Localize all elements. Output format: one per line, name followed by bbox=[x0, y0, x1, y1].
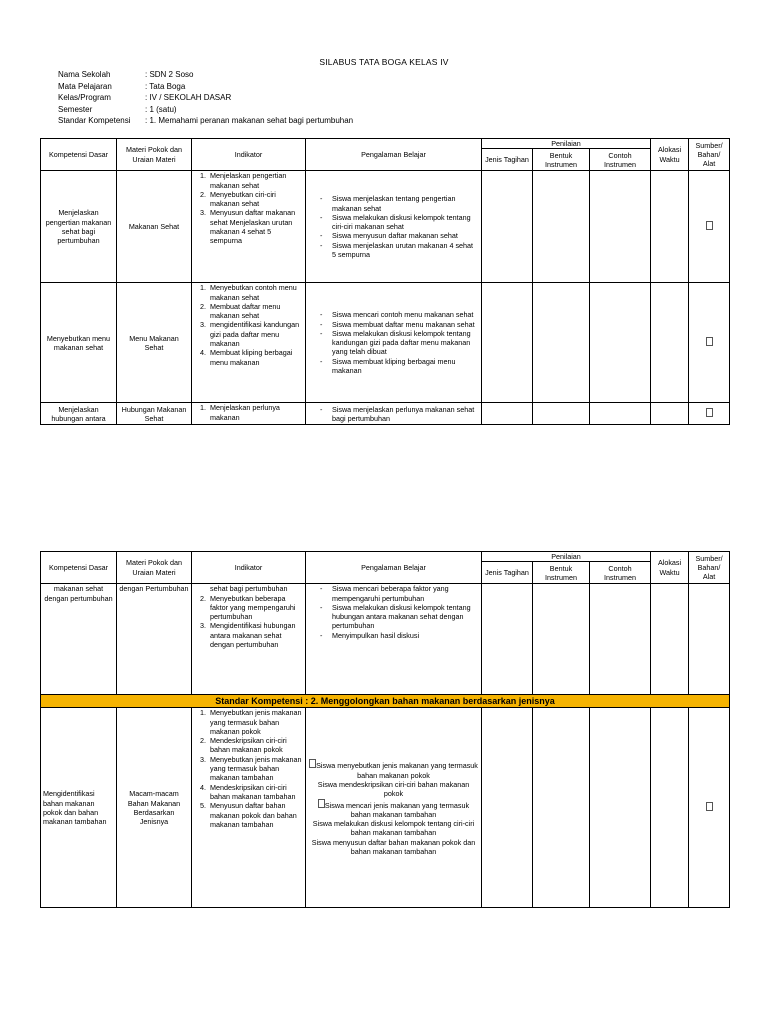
header-materi: Materi Pokok dan Uraian Materi bbox=[117, 552, 192, 584]
list-item: 3. Menyebutkan jenis makanan yang termasuk bahan makanan tambahan bbox=[208, 755, 303, 783]
cell-sumber bbox=[689, 171, 730, 283]
cell-contoh bbox=[590, 708, 651, 908]
cell-indikator bbox=[192, 584, 306, 695]
cell-bentuk bbox=[533, 708, 590, 908]
missing-glyph-icon bbox=[706, 802, 713, 811]
meta-row bbox=[58, 92, 353, 104]
cell-alokasi bbox=[651, 584, 689, 695]
cell-kd: Menjelaskan pengertian makanan sehat bagi pertumbuhan bbox=[41, 171, 117, 283]
meta-row bbox=[58, 81, 353, 93]
cell-sumber bbox=[689, 584, 730, 695]
table-row bbox=[41, 708, 730, 908]
header-pengalaman: Pengalaman Belajar bbox=[306, 139, 482, 171]
list-item: - Siswa menyusun daftar makanan sehat bbox=[322, 231, 479, 240]
cell-sumber bbox=[689, 403, 730, 425]
cell-kd: Menjelaskan hubungan antara bbox=[41, 403, 117, 425]
meta-value: : 1. Memahami peranan makanan sehat bagi pertumbuhan bbox=[145, 116, 354, 126]
list-item: - Siswa menjelaskan urutan makanan 4 sehat 5 sempurna bbox=[322, 241, 479, 260]
header-kd: Kompetensi Dasar bbox=[41, 552, 117, 584]
cell-alokasi bbox=[651, 708, 689, 908]
meta-value: : Tata Boga bbox=[145, 81, 186, 91]
list-item: - Siswa menjelaskan perlunya makanan sehat bagi pertumbuhan bbox=[322, 405, 479, 424]
meta-label: Mata Pelajaran bbox=[58, 81, 112, 91]
meta-row bbox=[58, 69, 353, 81]
cell-pengalaman bbox=[306, 403, 482, 425]
list-item: 3. mengidentifikasi kandungan gizi pada daftar menu makanan bbox=[208, 320, 303, 348]
header-sumber: Sumber/ Bahan/ Alat bbox=[689, 139, 730, 171]
cell-contoh bbox=[590, 403, 651, 425]
header-bentuk: Bentuk Instrumen bbox=[533, 149, 590, 171]
list-item: - Siswa melakukan diskusi kelompok tentang kandungan gizi pada daftar menu makanan yang telah dibuat bbox=[322, 329, 479, 357]
cell-indikator bbox=[192, 708, 306, 908]
header-jenis: Jenis Tagihan bbox=[482, 562, 533, 584]
list-item: - Menyimpulkan hasil diskusi bbox=[322, 631, 479, 640]
cell-contoh bbox=[590, 283, 651, 403]
list-item: - Siswa melakukan diskusi kelompok tentang hubungan antara makanan sehat dengan pertumbuhan bbox=[322, 603, 479, 631]
header-penilaian: Penilaian bbox=[482, 139, 651, 149]
list-item: 3. Menyusun daftar makanan sehat Menjelaskan urutan makanan 4 sehat 5 sempurna bbox=[208, 208, 303, 245]
cell-contoh bbox=[590, 584, 651, 695]
list-item: - Siswa mencari contoh menu makanan sehat bbox=[322, 310, 479, 319]
meta-label: Kelas/Program bbox=[58, 93, 111, 103]
cell-materi: Macam-macam Bahan Makanan Berdasarkan Jenisnya bbox=[117, 708, 192, 908]
list-item: 1. Menyebutkan jenis makanan yang termasuk bahan makanan pokok bbox=[208, 708, 303, 736]
list-item: - Siswa membuat daftar menu makanan sehat bbox=[322, 320, 479, 329]
table-row bbox=[41, 171, 730, 283]
cell-sumber bbox=[689, 283, 730, 403]
syllabus-table-1 bbox=[40, 138, 730, 425]
document-title: SILABUS TATA BOGA KELAS IV bbox=[319, 57, 449, 67]
table-row bbox=[41, 403, 730, 425]
list-item: - Siswa melakukan diskusi kelompok tentang ciri-ciri makanan sehat bbox=[322, 213, 479, 232]
pengalaman-item: Siswa mendeskripsikan ciri-ciri bahan makanan pokok bbox=[317, 779, 470, 799]
cell-pengalaman bbox=[306, 708, 482, 908]
header-contoh: Contoh Instrumen bbox=[590, 149, 651, 171]
list-item: 2. Membuat daftar menu makanan sehat bbox=[208, 302, 303, 321]
meta-label: Nama Sekolah bbox=[58, 70, 111, 79]
cell-pengalaman bbox=[306, 171, 482, 283]
missing-glyph-icon bbox=[318, 799, 325, 808]
missing-glyph-icon bbox=[706, 337, 713, 346]
cell-indikator bbox=[192, 403, 306, 425]
cell-bentuk bbox=[533, 171, 590, 283]
header-bentuk: Bentuk Instrumen bbox=[533, 562, 590, 584]
cell-indikator bbox=[192, 171, 306, 283]
table-row bbox=[41, 584, 730, 695]
header-jenis: Jenis Tagihan bbox=[482, 149, 533, 171]
cell-jenis bbox=[482, 403, 533, 425]
cell-kd: Mengidentifikasi bahan makanan pokok dan bahan makanan tambahan bbox=[41, 708, 117, 908]
cell-materi: dengan Pertumbuhan bbox=[117, 584, 192, 695]
missing-glyph-icon bbox=[706, 408, 713, 417]
meta-value: : IV / SEKOLAH DASAR bbox=[145, 93, 232, 103]
list-item: - Siswa membuat kliping berbagai menu makanan bbox=[322, 357, 479, 376]
list-item: 4. Mendeskripsikan ciri-ciri bahan makanan tambahan bbox=[208, 783, 303, 802]
list-item: - Siswa menjelaskan tentang pengertian makanan sehat bbox=[322, 194, 479, 213]
cell-indikator bbox=[192, 283, 306, 403]
cell-kd: makanan sehat dengan pertumbuhan bbox=[41, 584, 117, 695]
meta-row bbox=[58, 115, 353, 127]
list-item: 1. Menjelaskan perlunya makanan bbox=[208, 403, 303, 422]
meta-value: : 1 (satu) bbox=[145, 104, 177, 114]
list-item: 1. Menjelaskan pengertian makanan sehat bbox=[208, 171, 303, 190]
indikator-continuation: sehat bagi pertumbuhan bbox=[210, 584, 288, 594]
pengalaman-item: Siswa mencari jenis makanan yang termasuk bahan makanan tambahan bbox=[308, 799, 479, 820]
cell-bentuk bbox=[533, 403, 590, 425]
header-alokasi: Alokasi Waktu bbox=[651, 139, 689, 171]
header-sumber: Sumber/ Bahan/ Alat bbox=[689, 552, 730, 584]
header-pengalaman: Pengalaman Belajar bbox=[306, 552, 482, 584]
list-item: 4. Membuat kliping berbagai menu makanan bbox=[208, 348, 303, 367]
cell-pengalaman bbox=[306, 584, 482, 695]
list-item: 1. Menyebutkan contoh menu makanan sehat bbox=[208, 283, 303, 302]
cell-bentuk bbox=[533, 584, 590, 695]
cell-jenis bbox=[482, 171, 533, 283]
cell-materi: Hubungan Makanan Sehat bbox=[117, 403, 192, 425]
missing-glyph-icon bbox=[706, 221, 713, 230]
meta-row bbox=[58, 104, 353, 116]
list-item: 2. Menyebutkan ciri-ciri makanan sehat bbox=[208, 190, 303, 209]
cell-jenis bbox=[482, 708, 533, 908]
cell-sumber bbox=[689, 708, 730, 908]
list-item: 5. Menyusun daftar bahan makanan pokok dan bahan makanan tambahan bbox=[208, 801, 303, 829]
cell-jenis bbox=[482, 283, 533, 403]
standar-kompetensi-row bbox=[41, 695, 730, 708]
cell-contoh bbox=[590, 171, 651, 283]
cell-alokasi bbox=[651, 283, 689, 403]
header-indikator: Indikator bbox=[192, 552, 306, 584]
cell-alokasi bbox=[651, 171, 689, 283]
header-indikator: Indikator bbox=[192, 139, 306, 171]
pengalaman-item: Siswa menyebutkan jenis makanan yang termasuk bahan makanan pokok bbox=[308, 759, 479, 780]
list-item: 2. Menyebutkan beberapa faktor yang mempengaruhi pertumbuhan bbox=[208, 594, 303, 622]
meta-block bbox=[58, 69, 353, 127]
header-contoh: Contoh Instrumen bbox=[590, 562, 651, 584]
header-penilaian: Penilaian bbox=[482, 552, 651, 562]
list-item: - Siswa mencari beberapa faktor yang mempengaruhi pertumbuhan bbox=[322, 584, 479, 603]
header-materi: Materi Pokok dan Uraian Materi bbox=[117, 139, 192, 171]
cell-bentuk bbox=[533, 283, 590, 403]
meta-value: : SDN 2 Soso bbox=[145, 70, 194, 79]
table-row bbox=[41, 283, 730, 403]
pengalaman-item: Siswa menyusun daftar bahan makanan pokok dan bahan makanan tambahan bbox=[311, 837, 476, 856]
cell-kd: Menyebutkan menu makanan sehat bbox=[41, 283, 117, 403]
cell-jenis bbox=[482, 584, 533, 695]
cell-pengalaman bbox=[306, 283, 482, 403]
cell-materi: Makanan Sehat bbox=[117, 171, 192, 283]
standar-kompetensi-2: Standar Kompetensi : 2. Menggolongkan bahan makanan berdasarkan jenisnya bbox=[41, 695, 730, 708]
meta-label: Semester bbox=[58, 104, 93, 114]
cell-alokasi bbox=[651, 403, 689, 425]
list-item: 2. Mendeskripsikan ciri-ciri bahan makanan pokok bbox=[208, 736, 303, 755]
list-item: 3. Mengidentifikasi hubungan antara makanan sehat dengan pertumbuhan bbox=[208, 621, 303, 649]
header-kd: Kompetensi Dasar bbox=[41, 139, 117, 171]
meta-label: Standar Kompetensi bbox=[58, 116, 131, 126]
cell-materi: Menu Makanan Sehat bbox=[117, 283, 192, 403]
pengalaman-item: Siswa melakukan diskusi kelompok tentang ciri-ciri bahan makanan tambahan bbox=[312, 819, 475, 838]
syllabus-table-2 bbox=[40, 551, 730, 908]
header-alokasi: Alokasi Waktu bbox=[651, 552, 689, 584]
